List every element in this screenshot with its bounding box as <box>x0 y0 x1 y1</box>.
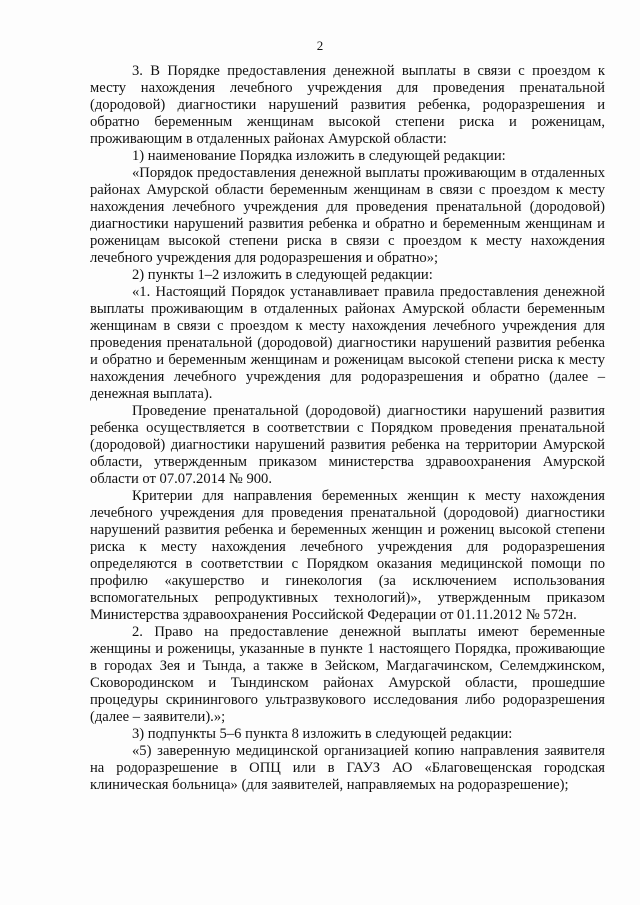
paragraph-new-title: «Порядок предоставления денежной выплаты проживающим в отдаленных районах Амурской области беременным женщинам в связи с проездом к месту нахождения лечебного учреждения для проведения пренатальной (дородовой) диагностики нарушений развития ребенка и обратно и беременным женщинам и роженицам высокой степени риска в связи с проездом к месту нахождения лечебного учреждения для родоразрешения и обратно»; <box>90 165 605 266</box>
paragraph-item-1-heading: 1) наименование Порядка изложить в следующей редакции: <box>132 148 506 164</box>
paragraph-clause-2: 2. Право на предоставление денежной выплаты имеют беременные женщины и роженицы, указанные в пункте 1 настоящего Порядка, проживающие в городах Зея и Тында, а также в Зейском, Магдагачинском, Селемджинском, Сковородинском и Тындинском районах Амурской области, прошедшие процедуры скринингового ультразвукового исследования либо родоразрешения (далее – заявители).»; <box>90 624 605 725</box>
paragraph-subclause-5: «5) заверенную медицинской организацией копию направления заявителя на родоразрешение в ОПЦ или в ГАУЗ АО «Благовещенская городская клиническая больница» (для заявителей, направляемых на родоразрешение); <box>90 743 605 793</box>
paragraph-clause-1: «1. Настоящий Порядок устанавливает правила предоставления денежной выплаты проживающим в отдаленных районах Амурской области беременным женщинам в связи с проездом к месту нахождения лечебного учреждения для проведения пренатальной (дородовой) диагностики нарушений развития ребенка и обратно и беременным женщинам и роженицам высокой степени риска к месту нахождения лечебного учреждения для родоразрешения и обратно (далее – денежная выплата). <box>90 284 605 402</box>
paragraph-item-3-heading: 3) подпункты 5–6 пункта 8 изложить в следующей редакции: <box>132 726 513 742</box>
page-number: 2 <box>316 38 324 53</box>
document-body <box>90 63 605 794</box>
paragraph-item-2-heading: 2) пункты 1–2 изложить в следующей редакции: <box>132 267 433 283</box>
paragraph-prenatal-diagnostics: Проведение пренатальной (дородовой) диагностики нарушений развития ребенка осуществляется в соответствии с Порядком проведения пренатальной (дородовой) диагностики нарушений развития ребенка на территории Амурской области, утвержденным приказом министерства здравоохранения Амурской области от 07.07.2014 № 900. <box>90 403 605 487</box>
paragraph-criteria: Критерии для направления беременных женщин к месту нахождения лечебного учреждения для проведения пренатальной (дородовой) диагностики нарушений развития ребенка и беременных женщин и рожениц высокой степени риска к месту нахождения лечебного учреждения для родоразрешения определяются в соответствии с Порядком оказания медицинской помощи по профилю «акушерство и гинекология (за исключением использования вспомогательных репродуктивных технологий)», утвержденным приказом Министерства здравоохранения Российской Федерации от 01.11.2012 № 572н. <box>90 488 605 623</box>
paragraph-section-3-intro: 3. В Порядке предоставления денежной выплаты в связи с проездом к месту нахождения лечебного учреждения для проведения пренатальной (дородовой) диагностики нарушений развития ребенка, родоразрешения и обратно беременным женщинам высокой степени риска и роженицам, проживающим в отдаленных районах Амурской области: <box>90 63 605 147</box>
